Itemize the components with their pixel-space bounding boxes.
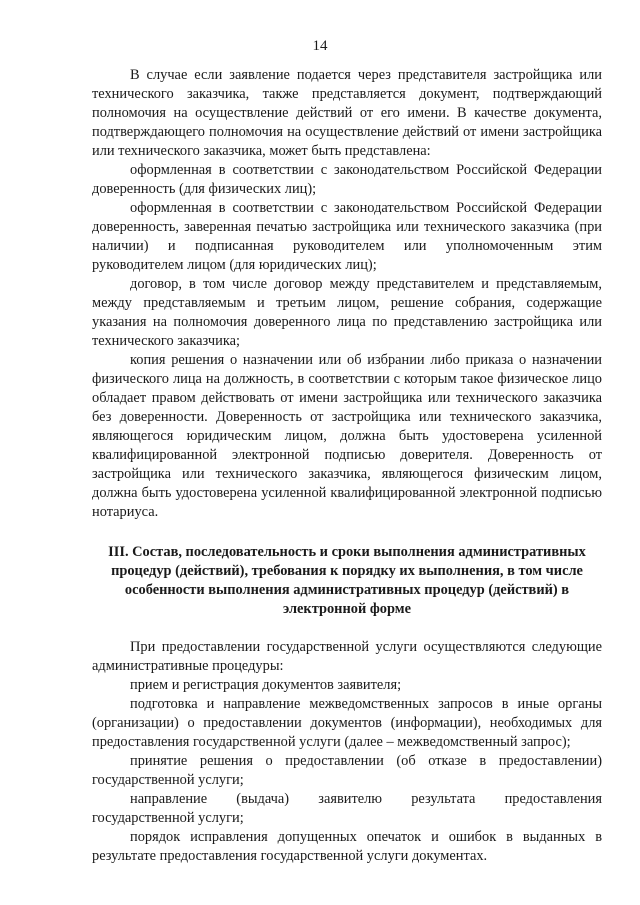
paragraph: принятие решения о предоставлении (об отказе в предоставлении) государственной услуги; [92, 753, 602, 788]
paragraph: оформленная в соответствии с законодательством Российской Федерации доверенность, заверенная печатью застройщика или технического заказчика (при наличии) и подписанная руководителем или уполномоченным этим руководителем лицом (для юридических лиц); [92, 200, 602, 273]
document-body [92, 66, 602, 866]
paragraph: оформленная в соответствии с законодательством Российской Федерации доверенность (для физических лиц); [92, 162, 602, 197]
paragraph: В случае если заявление подается через представителя застройщика или технического заказчика, также представляется документ, подтверждающий полномочия на осуществление действий от его имени. В качестве документа, подтверждающего полномочия на осуществление действий от имени застройщика или технического заказчика, может быть представлена: [92, 67, 602, 159]
section-heading: III. Состав, последовательность и сроки выполнения административных процедур (действий), требования к порядку их выполнения, в том числе особенности выполнения административных процедур (действий) в электронной форме [108, 544, 586, 617]
page-number: 14 [312, 38, 328, 54]
paragraph: направление (выдача) заявителю результата предоставления государственной услуги; [92, 791, 602, 826]
paragraph: порядок исправления допущенных опечаток и ошибок в выданных в результате предоставления государственной услуги документах. [92, 829, 602, 864]
paragraph: договор, в том числе договор между представителем и представляемым, между представляемым и третьим лицом, решение собрания, содержащие указания на полномочия доверенного лица по представлению застройщика или технического заказчика; [92, 276, 602, 349]
paragraph: копия решения о назначении или об избрании либо приказа о назначении физического лица на должность, в соответствии с которым такое физическое лицо обладает правом действовать от имени застройщика или технического заказчика без доверенности. Доверенность от застройщика или технического заказчика, являющегося юридическим лицом, должна быть удостоверена усиленной квалифицированной электронной подписью доверителя. Доверенность от застройщика или технического заказчика, являющегося физическим лицом, должна быть удостоверена усиленной квалифицированной электронной подписью нотариуса. [92, 352, 602, 520]
paragraph: При предоставлении государственной услуги осуществляются следующие административные процедуры: [92, 639, 602, 674]
paragraph: подготовка и направление межведомственных запросов в иные органы (организации) о предоставлении документов (информации), необходимых для предоставления государственной услуги (далее – межведомственный запрос); [92, 696, 602, 750]
paragraph: прием и регистрация документов заявителя; [130, 677, 402, 693]
